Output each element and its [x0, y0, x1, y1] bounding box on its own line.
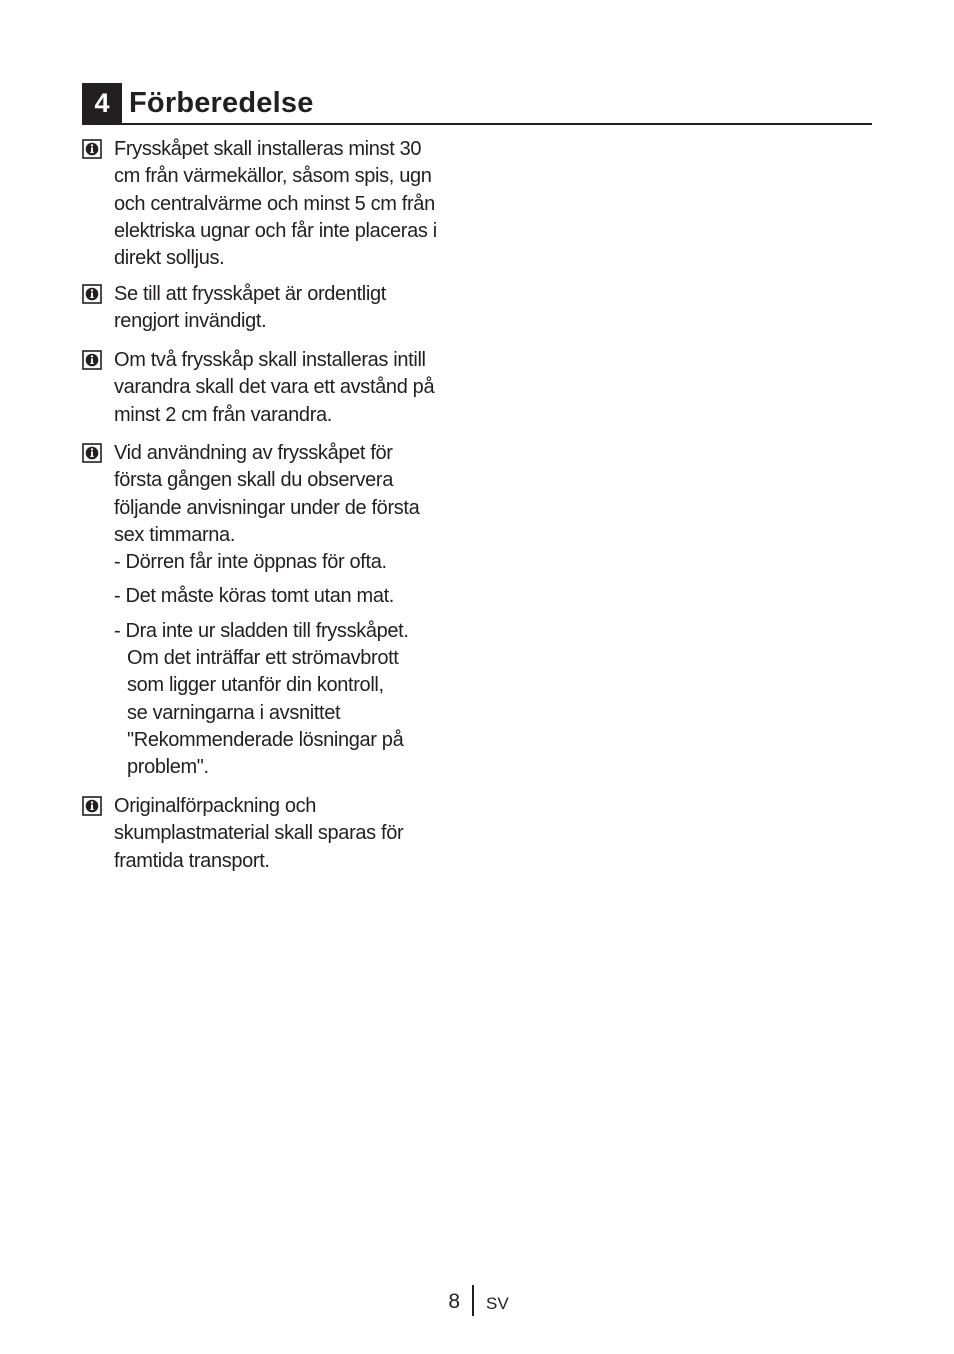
- note-text: Se till att frysskåpet är ordentligt rengjort invändigt.: [114, 283, 386, 333]
- page-number: 8: [448, 1290, 460, 1313]
- language-code: SV: [486, 1294, 509, 1313]
- note-text: Om två frysskåp skall installeras intill varandra skall det vara ett avstånd på minst 2 cm från varandra.: [114, 349, 435, 426]
- note-installation-distance: [82, 136, 482, 272]
- note-cleaning: [82, 281, 482, 336]
- sub-item-door: - Dörren får inte öppnas för ofta.: [114, 551, 387, 574]
- info-icon: [82, 350, 102, 370]
- info-icon: [82, 443, 102, 463]
- sub-item-power: - Dra inte ur sladden till frysskåpet. Om det inträffar ett strömavbrott som ligger utanför din kontroll, se varningarna i avsnittet "Rekommenderade lösningar på problem".: [114, 619, 409, 779]
- note-two-freezers: [82, 347, 482, 429]
- page-footer: [0, 1285, 954, 1319]
- section-title: Förberedelse: [129, 87, 314, 119]
- note-packaging: [82, 793, 482, 875]
- note-text: Frysskåpet skall installeras minst 30 cm från värmekällor, såsom spis, ugn och centralvärme och minst 5 cm från elektriska ugnar och får inte placeras i direkt solljus.: [114, 138, 437, 270]
- note-text: Originalförpackning och skumplastmaterial skall sparas för framtida transport.: [114, 795, 404, 872]
- info-icon: [82, 796, 102, 816]
- section-header: [82, 83, 872, 125]
- footer-divider: [472, 1285, 474, 1316]
- note-first-use: [82, 440, 482, 782]
- info-icon: [82, 284, 102, 304]
- section-number: 4: [82, 83, 122, 123]
- info-icon: [82, 139, 102, 159]
- note-text: Vid användning av frysskåpet för första gången skall du observera följande anvisningar under de första sex timmarna.: [114, 442, 420, 546]
- sub-item-empty: - Det måste köras tomt utan mat.: [114, 585, 395, 608]
